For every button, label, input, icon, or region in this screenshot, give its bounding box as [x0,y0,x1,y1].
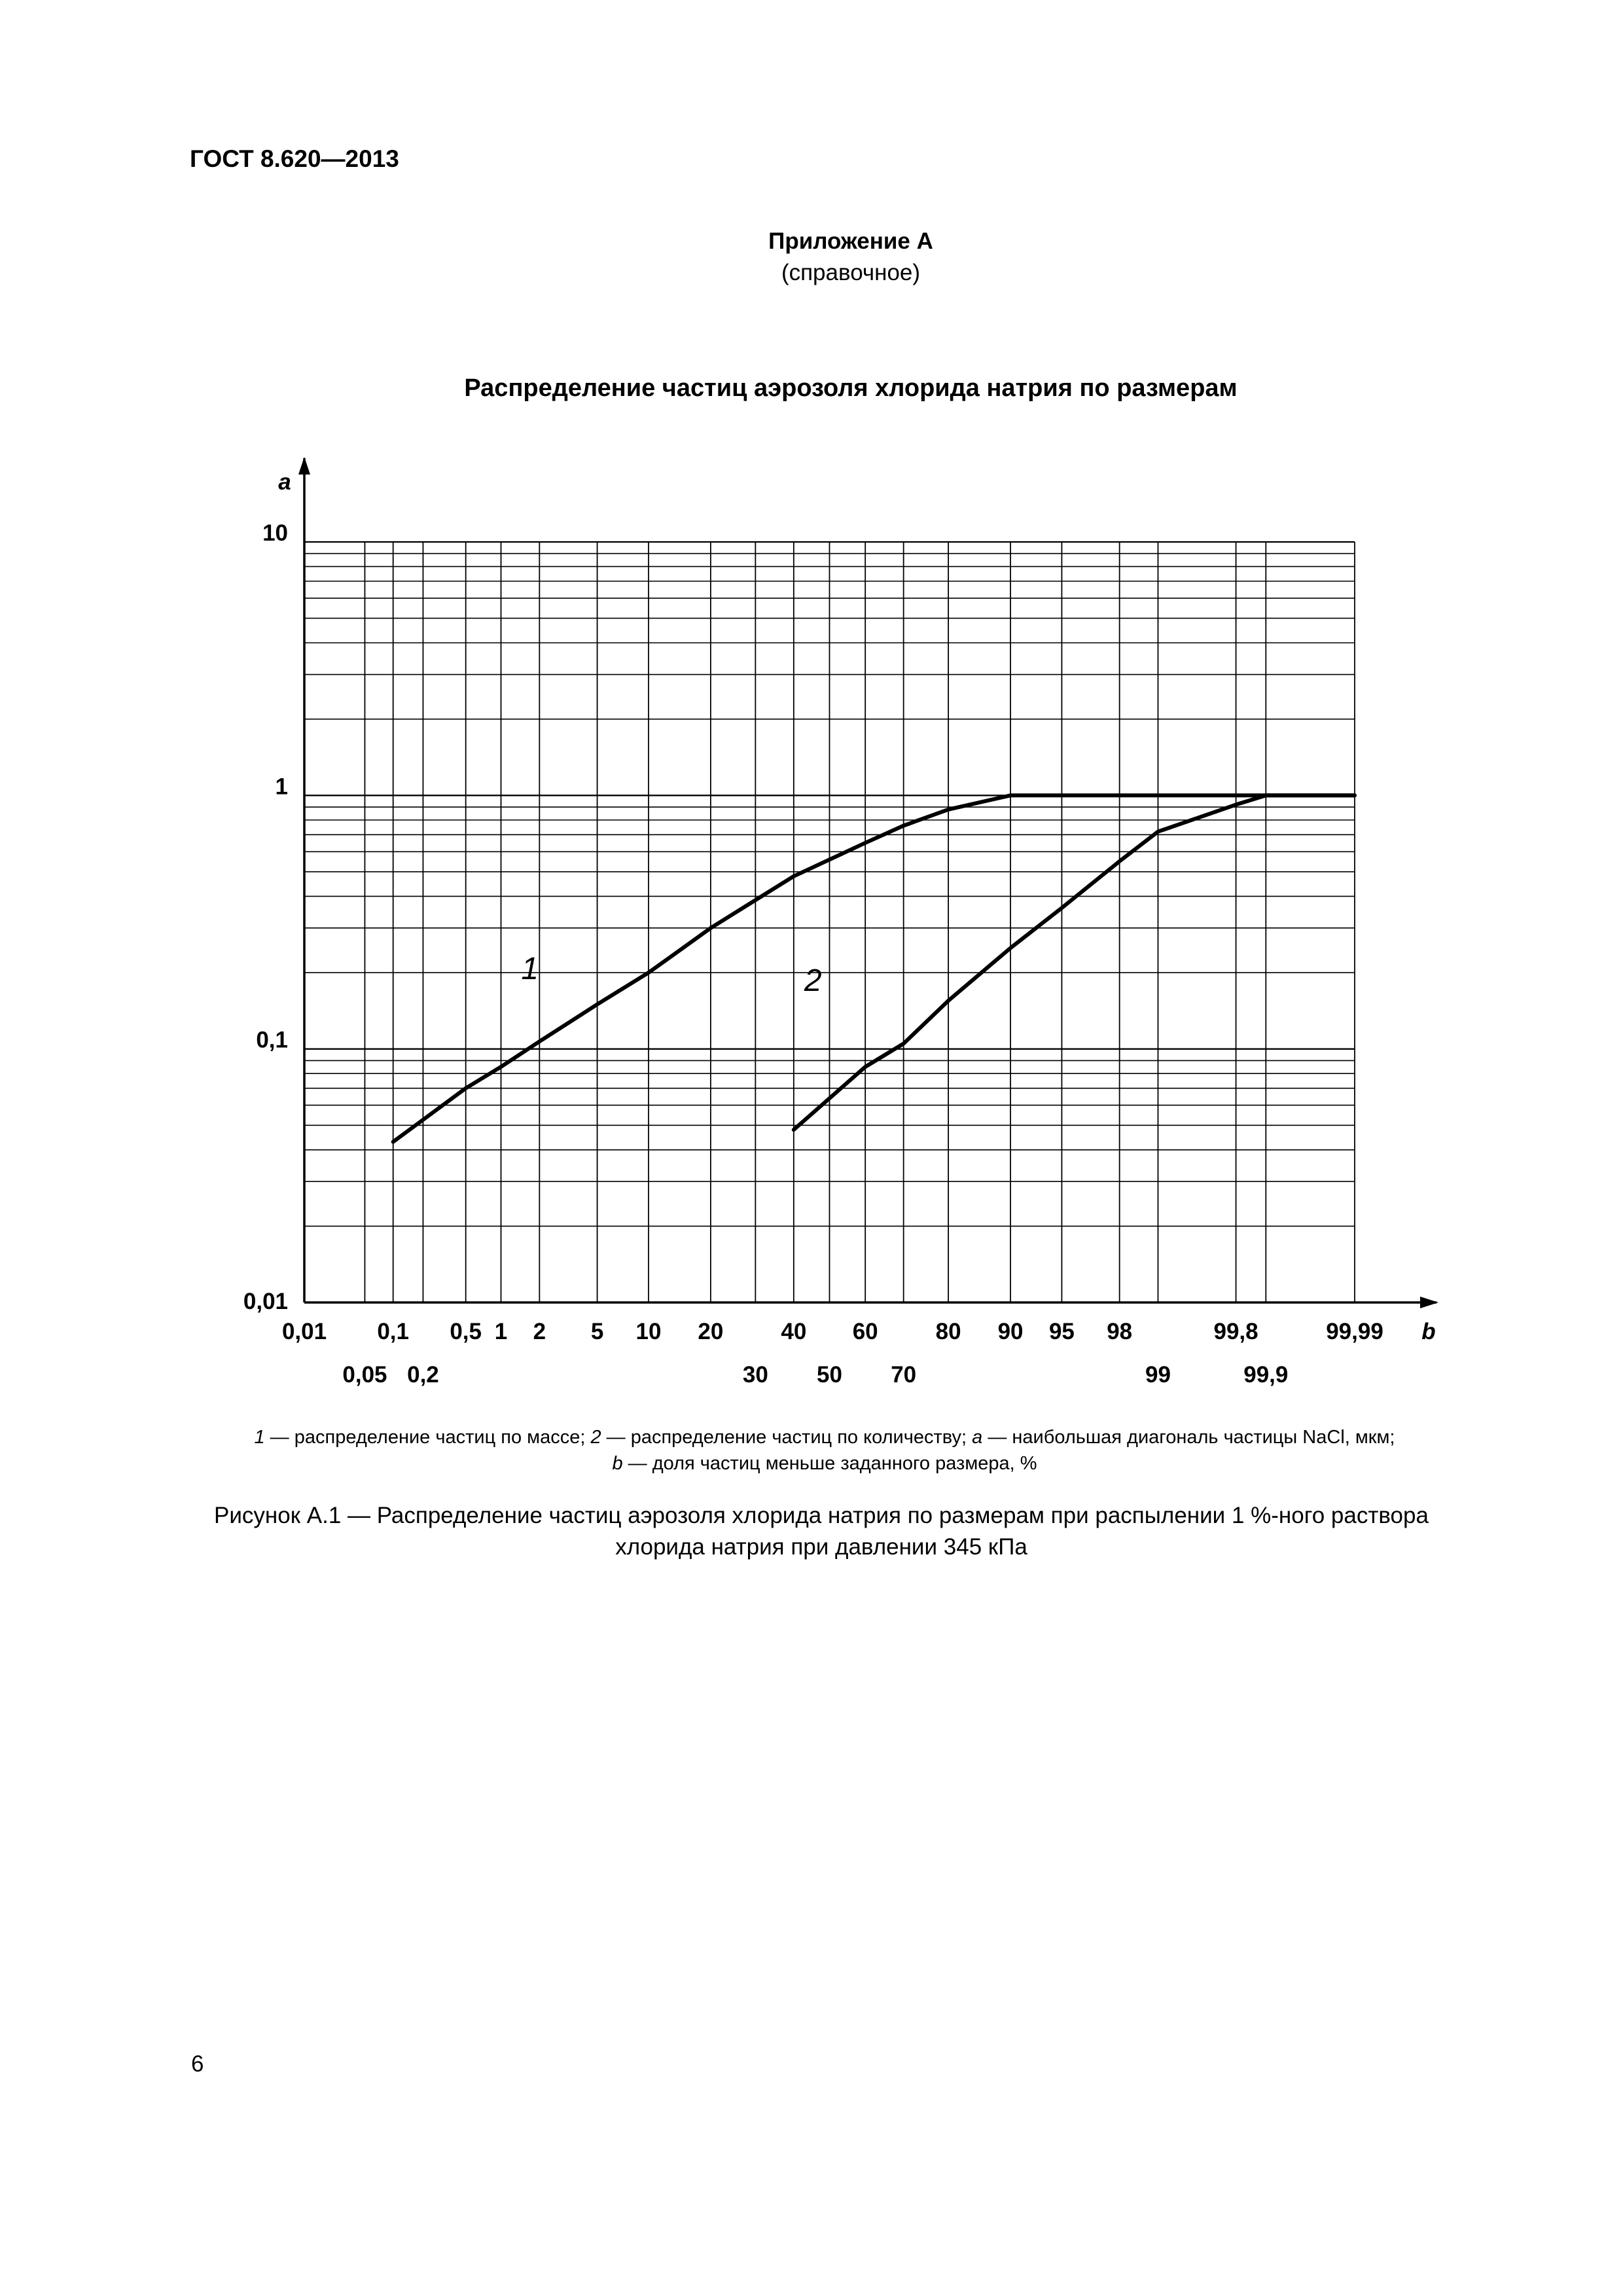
legend-item1-number: 1 [254,1427,265,1448]
x-tick-label: 20 [698,1319,724,1344]
x-tick-label: 0,1 [377,1319,410,1344]
legend-a-text: — наибольшая диагональ частицы NaCl, мкм; [982,1427,1395,1448]
appendix-title: Приложение А [768,228,933,254]
x-tick-label: 0,01 [281,1319,327,1344]
figure-caption-line-1: Рисунок А.1 — Распределение частиц аэрозоля хлорида натрия по размерам при распылении 1 %-ного раствора [214,1503,1429,1528]
legend-item2-number: 2 [590,1427,601,1448]
legend-line-2 [190,1450,1459,1477]
chart-axes [298,457,1438,1308]
x-tick-label: 99,99 [1326,1319,1383,1344]
x-tick-label: 40 [781,1319,807,1344]
legend-item2-text: — распределение частиц по количеству; [601,1427,972,1448]
x-tick-label: 0,5 [450,1319,482,1344]
y-tick-label: 10 [262,520,288,546]
x-tick-label: 99,8 [1213,1319,1258,1344]
x-tick-label: 1 [494,1319,508,1344]
y-axis-label: a [278,469,291,495]
x-tick-label: 95 [1048,1319,1075,1344]
document-code: ГОСТ 8.620—2013 [190,145,399,172]
legend-b-text: — доля частиц меньше заданного размера, % [622,1453,1037,1474]
x-tick-label: 50 [817,1362,842,1388]
legend-a-symbol: a [972,1427,983,1448]
appendix-note: (справочное) [781,260,921,285]
figure-heading: Распределение частиц аэрозоля хлорида натрия по размерам [464,374,1238,402]
x-tick-label: 30 [742,1362,768,1388]
legend-item1-text: — распределение частиц по массе; [264,1427,591,1448]
x-tick-label: 80 [935,1319,961,1344]
series-label-1: 1 [521,952,539,987]
figure-legend [190,1424,1459,1477]
legend-line-1 [190,1424,1459,1450]
x-axis-label: b [1421,1319,1436,1344]
y-tick-label: 0,01 [243,1289,288,1314]
x-axis-arrow [1420,1297,1438,1308]
x-tick-label: 60 [852,1319,878,1344]
x-tick-label: 99,9 [1243,1362,1289,1388]
x-tick-label: 0,05 [342,1362,387,1388]
x-tick-label: 99 [1145,1362,1171,1388]
y-axis-arrow [298,457,310,475]
x-tick-label: 5 [590,1319,604,1344]
chart-grid [304,542,1355,1302]
y-tick-label: 1 [275,774,288,800]
x-tick-label: 90 [997,1319,1024,1344]
legend-b-symbol: b [612,1453,623,1474]
x-tick-label: 2 [533,1319,546,1344]
series-label-2: 2 [804,963,822,998]
page-number: 6 [191,2051,204,2077]
x-tick-label: 0,2 [407,1362,439,1388]
series-line-2 [794,795,1355,1130]
x-tick-label: 10 [635,1319,662,1344]
figure-caption-line-2: хлорида натрия при давлении 345 кПа [615,1534,1027,1560]
x-tick-label: 98 [1107,1319,1133,1344]
chart-series [393,795,1355,1141]
figure-caption [190,1500,1453,1563]
y-tick-label: 0,1 [256,1027,288,1053]
x-tick-label: 70 [891,1362,917,1388]
